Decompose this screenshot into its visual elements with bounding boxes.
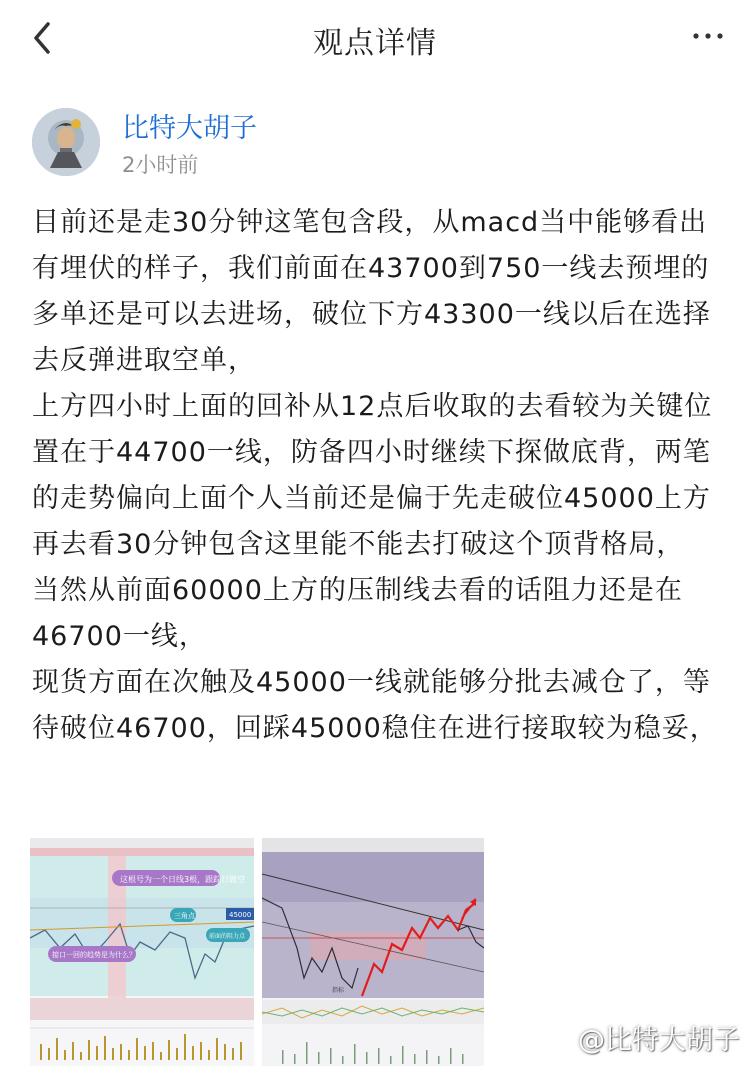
more-button[interactable] [688, 24, 728, 48]
paragraph: 当然从前面60000上方的压制线去看的话阻力还是在46700一线， [32, 575, 683, 652]
page-title: 观点详情 [313, 26, 437, 61]
watermark: @比特大胡子 [578, 1025, 740, 1056]
paragraph: 现货方面在次触及45000一线就能够分批去减仓了，等待破位46700，回踩45000稳住在进行接取较为稳妥， [32, 667, 718, 744]
author-name[interactable]: 比特大胡子 [122, 113, 257, 144]
top-bar [0, 0, 750, 78]
chart1-bubble: 接口一回的趋势是为什么？ [52, 951, 136, 959]
post-content [32, 200, 722, 752]
chart-thumbnail-1 [30, 838, 254, 1066]
avatar[interactable] [32, 108, 100, 176]
chart-thumbnail-2 [262, 838, 484, 1066]
chart2-label: 指标 [332, 987, 345, 994]
ellipsis-icon [688, 24, 728, 48]
chart1-bubble: 前面的阻力点 [209, 933, 246, 940]
chart1-bubble: 这根号为一个日线3根，跟踪日做空 [120, 875, 246, 884]
chart1-bubble: 45000 [229, 911, 252, 919]
avatar-image [32, 108, 100, 176]
chart1-bubble: 三角点 [174, 912, 195, 920]
paragraph: 上方四小时上面的回补从12点后收取的去看较为关键位置在于44700一线，防备四小时继续下探做底背，两笔的走势偏向上面个人当前还是偏于先走破位45000上方再去看30分钟包含这里能不能去打破这个顶背格局， [32, 391, 713, 560]
chart-image-1[interactable] [30, 838, 254, 1066]
chart-image-2[interactable] [262, 838, 484, 1066]
post-time: 2小时前 [122, 153, 199, 177]
paragraph: 目前还是走30分钟这笔包含段，从macd当中能够看出有埋伏的样子，我们前面在43700到750一线去预埋的多单还是可以去进场，破位下方43300一线以后在选择去反弹进取空单， [32, 207, 711, 376]
